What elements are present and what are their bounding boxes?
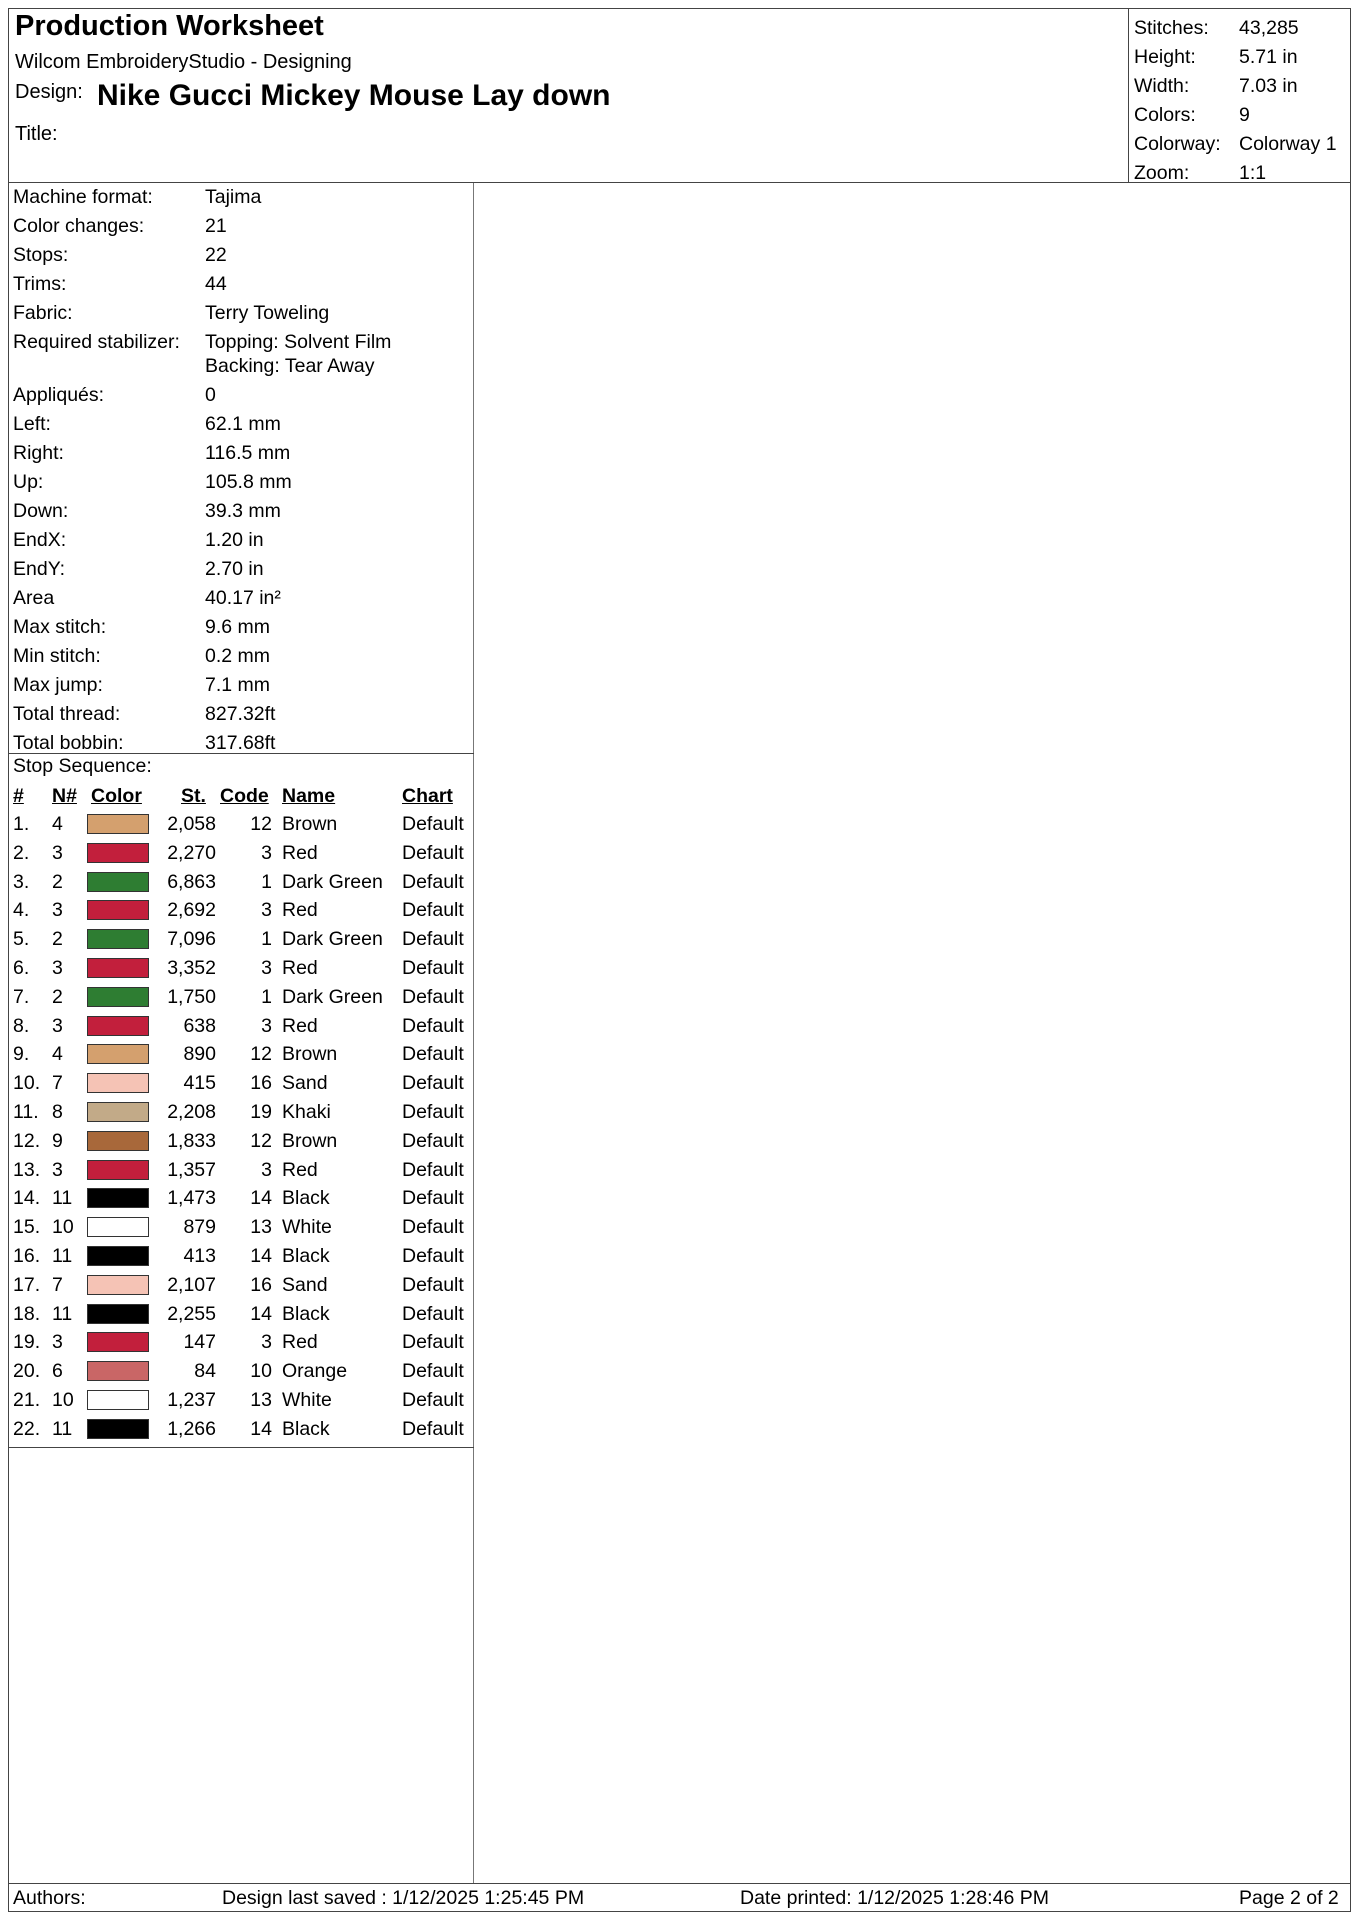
info-value: 22 [205, 244, 227, 266]
thread-code: 3 [261, 841, 272, 864]
thread-name: Black [282, 1187, 330, 1210]
stop-index: 7. [13, 985, 30, 1008]
thread-name: Brown [282, 1043, 338, 1066]
stat-label: Height: [1134, 46, 1196, 68]
stitch-count: 1,473 [167, 1187, 216, 1210]
needle-number: 7 [52, 1072, 63, 1095]
info-label: Machine format: [13, 186, 153, 208]
needle-number: 7 [52, 1273, 63, 1296]
info-value: 2.70 in [205, 558, 264, 580]
info-label: Max jump: [13, 674, 103, 696]
info-label: Max stitch: [13, 616, 107, 638]
stitch-count: 2,692 [167, 899, 216, 922]
thread-code: 10 [250, 1360, 272, 1383]
stitch-count: 415 [183, 1072, 216, 1095]
info-label: Appliqués: [13, 384, 105, 406]
stop-sequence-row [8, 926, 474, 955]
stop-sequence-row [8, 897, 474, 926]
info-value: 317.68ft [205, 732, 276, 754]
stitch-count: 1,237 [167, 1389, 216, 1411]
needle-number: 3 [52, 1014, 63, 1037]
stitch-count: 879 [183, 1216, 216, 1239]
stop-index: 6. [13, 957, 30, 979]
stop-index: 12. [13, 1129, 41, 1152]
info-value: 0.2 mm [205, 645, 271, 667]
col-header-color: Color [91, 785, 142, 807]
design-stats-panel [1128, 8, 1351, 182]
stop-sequence-row [8, 1416, 474, 1445]
info-label: Color changes: [13, 215, 145, 237]
info-value: 40.17 in² [205, 587, 281, 609]
thread-chart: Default [402, 899, 464, 922]
stitch-count: 638 [183, 1014, 216, 1037]
stop-sequence-row [8, 1387, 474, 1416]
stop-index: 2. [13, 841, 30, 864]
footer-page-number: Page 2 of 2 [1239, 1887, 1339, 1909]
info-value: 39.3 mm [205, 500, 281, 522]
thread-code: 1 [261, 928, 272, 951]
thread-chart: Default [402, 841, 464, 864]
info-label: Min stitch: [13, 645, 101, 667]
stop-index: 14. [13, 1187, 41, 1210]
thread-code: 19 [250, 1101, 272, 1123]
stop-sequence-row [8, 840, 474, 869]
thread-name: Black [282, 1302, 330, 1325]
thread-code: 3 [261, 1014, 272, 1037]
info-value: 21 [205, 215, 227, 237]
thread-chart: Default [402, 813, 464, 835]
thread-code: 14 [250, 1417, 272, 1440]
stat-label: Zoom: [1134, 162, 1190, 184]
stop-sequence-row [8, 1272, 474, 1301]
thread-code: 14 [250, 1245, 272, 1267]
stop-index: 18. [13, 1302, 41, 1325]
thread-chart: Default [402, 1389, 464, 1411]
thread-code: 14 [250, 1187, 272, 1210]
stop-sequence-row [8, 1301, 474, 1330]
needle-number: 6 [52, 1360, 63, 1383]
info-value: 7.1 mm [205, 674, 271, 696]
thread-chart: Default [402, 928, 464, 951]
stat-value: Colorway 1 [1239, 133, 1337, 155]
design-label: Design: [15, 81, 83, 103]
stop-index: 3. [13, 870, 30, 893]
thread-chart: Default [402, 1072, 464, 1095]
stop-sequence-row [8, 1099, 474, 1128]
stop-index: 1. [13, 813, 30, 835]
stop-sequence-row [8, 1358, 474, 1387]
thread-name: Black [282, 1245, 330, 1267]
stitch-count: 2,107 [167, 1273, 216, 1296]
thread-code: 3 [261, 1158, 272, 1181]
thread-name: Red [282, 1158, 318, 1181]
thread-name: Dark Green [282, 870, 383, 893]
thread-chart: Default [402, 1302, 464, 1325]
info-value: 105.8 mm [205, 471, 292, 493]
stitch-count: 2,208 [167, 1101, 216, 1123]
info-value: 9.6 mm [205, 616, 271, 638]
stop-sequence-row [8, 1013, 474, 1042]
info-value: 1.20 in [205, 529, 264, 551]
stitch-count: 1,833 [167, 1129, 216, 1152]
stat-value: 9 [1239, 104, 1250, 126]
stat-value: 7.03 in [1239, 75, 1298, 97]
col-header-index: # [13, 785, 24, 807]
stitch-count: 2,255 [167, 1302, 216, 1325]
needle-number: 3 [52, 1331, 63, 1354]
stop-index: 4. [13, 899, 30, 922]
info-label: EndY: [13, 558, 66, 580]
thread-code: 16 [250, 1072, 272, 1095]
thread-code: 16 [250, 1273, 272, 1296]
stop-sequence-row [8, 811, 474, 840]
thread-chart: Default [402, 870, 464, 893]
info-label: Total thread: [13, 703, 121, 725]
section-divider [8, 753, 474, 754]
thread-code: 1 [261, 985, 272, 1008]
stitch-count: 2,270 [167, 841, 216, 864]
thread-chart: Default [402, 1158, 464, 1181]
stop-sequence-row [8, 1214, 474, 1243]
stop-sequence-row [8, 1128, 474, 1157]
info-label: Stops: [13, 244, 69, 266]
stop-index: 16. [13, 1245, 41, 1267]
info-value-secondary: Backing: Tear Away [205, 355, 375, 377]
footer-last-saved: Design last saved : 1/12/2025 1:25:45 PM [222, 1887, 585, 1909]
needle-number: 2 [52, 928, 63, 951]
needle-number: 2 [52, 985, 63, 1008]
thread-code: 3 [261, 1331, 272, 1354]
thread-chart: Default [402, 1014, 464, 1037]
thread-code: 1 [261, 870, 272, 893]
stitch-count: 890 [183, 1043, 216, 1066]
thread-name: Dark Green [282, 985, 383, 1008]
stat-label: Colors: [1134, 104, 1196, 126]
stop-sequence-row [8, 1157, 474, 1186]
thread-name: Red [282, 899, 318, 922]
info-label: EndX: [13, 529, 67, 551]
stop-index: 20. [13, 1360, 41, 1383]
thread-name: Orange [282, 1360, 348, 1383]
design-info-panel [8, 183, 474, 1883]
thread-code: 13 [250, 1216, 272, 1239]
stitch-count: 1,266 [167, 1417, 216, 1440]
col-header-chart: Chart [402, 785, 453, 807]
stitch-count: 6,863 [167, 870, 216, 893]
stop-sequence-row [8, 984, 474, 1013]
info-label: Down: [13, 500, 69, 522]
needle-number: 4 [52, 813, 63, 835]
info-value: 62.1 mm [205, 413, 281, 435]
thread-name: Khaki [282, 1101, 331, 1123]
thread-chart: Default [402, 1216, 464, 1239]
stop-index: 17. [13, 1273, 41, 1296]
thread-chart: Default [402, 1129, 464, 1152]
stat-label: Colorway: [1134, 133, 1221, 155]
footer-date-printed: Date printed: 1/12/2025 1:28:46 PM [740, 1887, 1049, 1909]
stop-index: 19. [13, 1331, 41, 1354]
info-label: Left: [13, 413, 51, 435]
stop-index: 15. [13, 1216, 41, 1239]
info-label: Total bobbin: [13, 732, 124, 754]
stop-sequence-row [8, 1243, 474, 1272]
stop-index: 11. [13, 1101, 39, 1123]
info-label: Required stabilizer: [13, 331, 180, 353]
info-value: 0 [205, 384, 216, 406]
app-name: Wilcom EmbroideryStudio - Designing [15, 51, 352, 73]
thread-chart: Default [402, 1360, 464, 1383]
stat-label: Width: [1134, 75, 1190, 97]
info-value: Topping: Solvent Film [205, 331, 392, 353]
thread-chart: Default [402, 1187, 464, 1210]
thread-code: 13 [250, 1389, 272, 1411]
needle-number: 8 [52, 1101, 63, 1123]
stop-index: 22. [13, 1417, 41, 1440]
stop-sequence-row [8, 1041, 474, 1070]
stop-sequence-row [8, 869, 474, 898]
col-header-needle: N# [52, 785, 77, 807]
thread-name: White [282, 1216, 332, 1239]
thread-name: Sand [282, 1072, 328, 1095]
stitch-count: 2,058 [167, 813, 216, 835]
thread-code: 12 [250, 1129, 272, 1152]
thread-chart: Default [402, 1273, 464, 1296]
needle-number: 4 [52, 1043, 63, 1066]
stitch-count: 147 [183, 1331, 216, 1354]
stop-index: 21. [13, 1389, 41, 1411]
thread-chart: Default [402, 1101, 464, 1123]
thread-code: 3 [261, 899, 272, 922]
stat-value: 43,285 [1239, 17, 1299, 39]
thread-code: 14 [250, 1302, 272, 1325]
title-label: Title: [15, 123, 58, 145]
thread-name: Red [282, 841, 318, 864]
thread-code: 12 [250, 1043, 272, 1066]
thread-code: 3 [261, 957, 272, 979]
info-value: 827.32ft [205, 703, 276, 725]
col-header-stitches: St. [181, 785, 206, 807]
needle-number: 11 [52, 1245, 73, 1267]
stop-index: 8. [13, 1014, 30, 1037]
thread-chart: Default [402, 957, 464, 979]
needle-number: 3 [52, 841, 63, 864]
stop-index: 9. [13, 1043, 30, 1066]
thread-name: Dark Green [282, 928, 383, 951]
col-header-code: Code [220, 785, 269, 807]
info-label: Up: [13, 471, 44, 493]
thread-name: Black [282, 1417, 330, 1440]
stop-sequence-row [8, 955, 474, 984]
stop-sequence-label: Stop Sequence: [13, 755, 152, 777]
page-title: Production Worksheet [15, 10, 324, 42]
stat-label: Stitches: [1134, 17, 1209, 39]
stop-index: 5. [13, 928, 30, 951]
stat-value: 1:1 [1239, 162, 1267, 184]
needle-number: 3 [52, 899, 63, 922]
footer-authors: Authors: [13, 1887, 86, 1909]
info-value: Terry Toweling [205, 302, 330, 324]
col-header-name: Name [282, 785, 336, 807]
worksheet-footer [8, 1883, 1351, 1912]
stitch-count: 1,357 [167, 1158, 216, 1181]
thread-chart: Default [402, 1245, 464, 1267]
thread-chart: Default [402, 1043, 464, 1066]
thread-chart: Default [402, 1331, 464, 1354]
stop-sequence-row [8, 1185, 474, 1214]
thread-name: Brown [282, 1129, 338, 1152]
info-label: Fabric: [13, 302, 73, 324]
thread-chart: Default [402, 1417, 464, 1440]
thread-name: Sand [282, 1273, 328, 1296]
needle-number: 9 [52, 1129, 63, 1152]
needle-number: 11 [52, 1187, 73, 1210]
stitch-count: 1,750 [167, 985, 216, 1008]
needle-number: 3 [52, 957, 63, 979]
stitch-count: 3,352 [167, 957, 216, 979]
needle-number: 10 [52, 1389, 74, 1411]
section-divider [8, 1447, 474, 1448]
stop-index: 10. [13, 1072, 41, 1095]
stop-index: 13. [13, 1158, 41, 1181]
thread-name: White [282, 1389, 332, 1411]
needle-number: 11 [52, 1417, 73, 1440]
needle-number: 3 [52, 1158, 63, 1181]
info-label: Right: [13, 442, 64, 464]
thread-chart: Default [402, 985, 464, 1008]
needle-number: 10 [52, 1216, 74, 1239]
stop-sequence-row [8, 1070, 474, 1099]
worksheet-header [8, 8, 1351, 183]
thread-code: 12 [250, 813, 272, 835]
stat-value: 5.71 in [1239, 46, 1298, 68]
thread-name: Red [282, 957, 318, 979]
needle-number: 11 [52, 1302, 73, 1325]
thread-name: Brown [282, 813, 338, 835]
info-value: 116.5 mm [205, 442, 291, 464]
info-label: Area [13, 587, 55, 609]
info-value: 44 [205, 273, 227, 295]
info-value: Tajima [205, 186, 262, 208]
stop-sequence-row [8, 1329, 474, 1358]
stitch-count: 413 [183, 1245, 216, 1267]
info-label: Trims: [13, 273, 67, 295]
thread-name: Red [282, 1014, 318, 1037]
stitch-count: 84 [194, 1360, 216, 1383]
design-name: Nike Gucci Mickey Mouse Lay down [97, 79, 611, 112]
needle-number: 2 [52, 870, 63, 893]
stitch-count: 7,096 [167, 928, 216, 951]
thread-name: Red [282, 1331, 318, 1354]
